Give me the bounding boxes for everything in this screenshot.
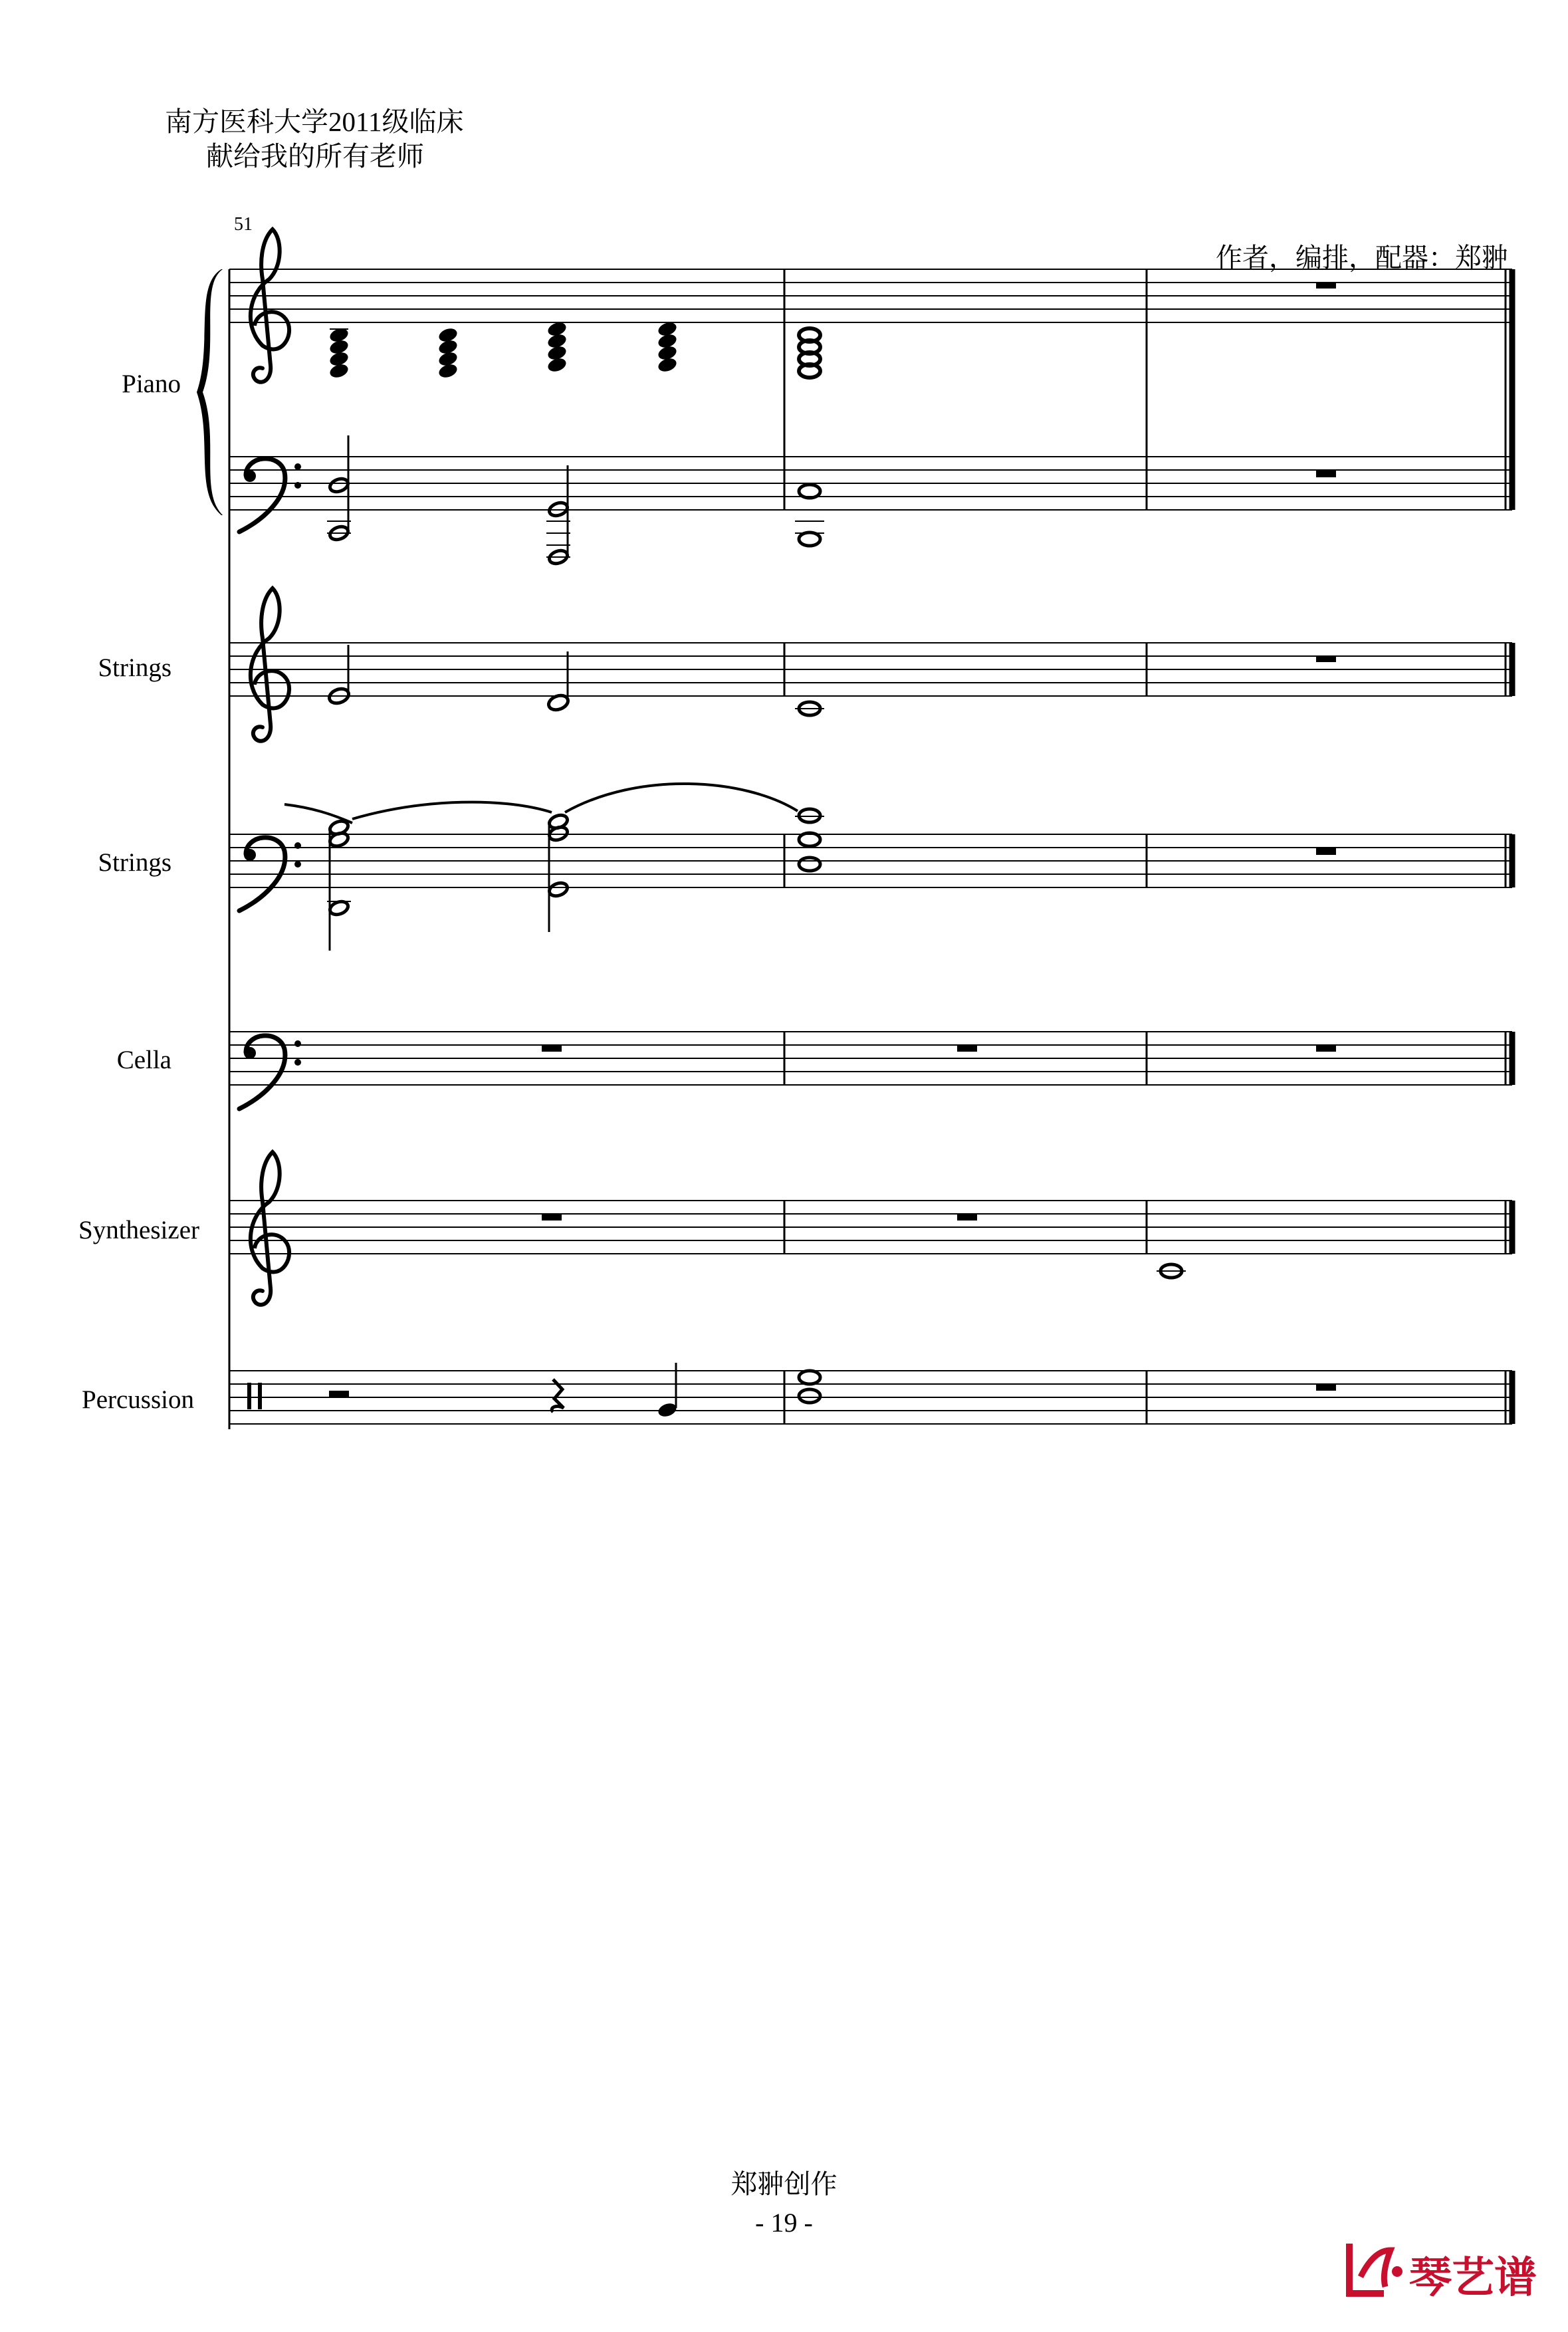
piano-brace bbox=[197, 269, 223, 515]
instrument-label-piano: Piano bbox=[122, 370, 181, 398]
instrument-label-cella: Cella bbox=[116, 1046, 171, 1074]
synthesizer-notes bbox=[1157, 1264, 1186, 1278]
instrument-label-synthesizer: Synthesizer bbox=[78, 1216, 199, 1244]
treble-clef-icon bbox=[251, 588, 289, 741]
dedication-line-2: 献给我的所有老师 bbox=[206, 141, 424, 172]
page-number: - 19 - bbox=[755, 2208, 813, 2238]
credits-line: 作者，编排，配器：郑翀 bbox=[1216, 243, 1508, 273]
measure-rests bbox=[329, 282, 1336, 1397]
treble-clef-icon bbox=[251, 1152, 289, 1305]
strings-2-notes bbox=[284, 784, 824, 951]
instrument-label-strings-1: Strings bbox=[98, 653, 171, 682]
instrument-label-strings-2: Strings bbox=[98, 848, 171, 877]
dedication-line-1: 南方医科大学2011级临床 bbox=[165, 106, 464, 137]
footer-author: 郑翀创作 bbox=[730, 2169, 838, 2199]
treble-clef-icon bbox=[251, 229, 289, 382]
piano-treble-notes bbox=[328, 320, 820, 380]
watermark-text: 琴艺谱 bbox=[1409, 2254, 1537, 2303]
watermark-logo bbox=[1344, 2230, 1543, 2303]
strings-1-notes bbox=[327, 645, 824, 715]
percussion-clef-icon bbox=[247, 1383, 262, 1409]
measure-number: 51 bbox=[234, 214, 253, 235]
piano-bass-notes bbox=[327, 435, 824, 566]
instrument-label-percussion: Percussion bbox=[82, 1385, 194, 1414]
